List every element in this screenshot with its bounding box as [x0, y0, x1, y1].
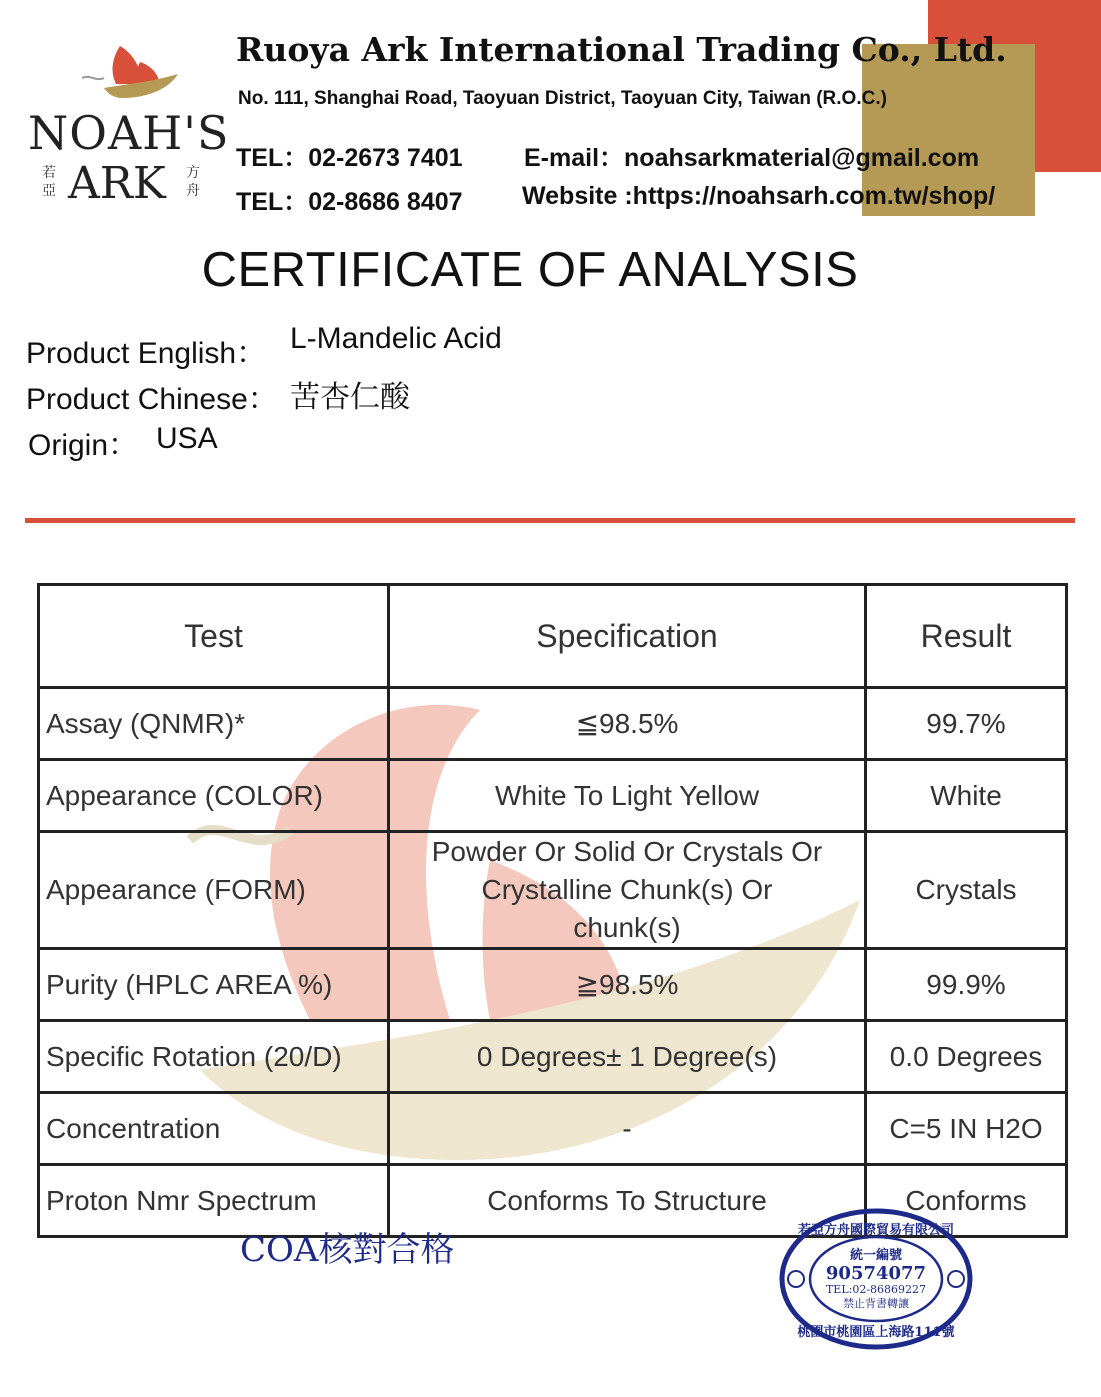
ship-icon	[82, 38, 192, 108]
stamp-bottom-text: 桃園市桃園區上海路111號	[797, 1325, 955, 1340]
header-specification: Specification	[389, 585, 866, 688]
spec-cell: Conforms To Structure	[389, 1165, 866, 1237]
table-row	[39, 1021, 1067, 1093]
result-cell: 99.9%	[866, 949, 1067, 1021]
test-cell: Appearance (COLOR)	[39, 760, 389, 832]
test-cell: Concentration	[39, 1093, 389, 1165]
result-cell: C=5 IN H2O	[866, 1093, 1067, 1165]
stamp-top-text: 若亞方舟國際貿易有限公司	[797, 1223, 955, 1238]
result-cell: 0.0 Degrees	[866, 1021, 1067, 1093]
email: E-mail：noahsarkmaterial@gmail.com	[524, 144, 980, 172]
result-cell: Conforms	[866, 1165, 1067, 1237]
company-name: Ruoya Ark International Trading Co., Ltd.	[236, 30, 1007, 69]
test-cell: Appearance (FORM)	[39, 832, 389, 949]
product-chinese-value: 苦杏仁酸	[290, 381, 410, 414]
header-test: Test	[39, 585, 389, 688]
table-row	[39, 949, 1067, 1021]
stamp-number: 90574077	[825, 1263, 927, 1284]
result-cell: 99.7%	[866, 688, 1067, 760]
product-chinese-label: Product Chinese：	[26, 383, 278, 416]
document-title: CERTIFICATE OF ANALYSIS	[201, 243, 859, 297]
result-cell: White	[866, 760, 1067, 832]
logo-chinese-left: 若亞	[42, 165, 56, 199]
analysis-table	[37, 583, 1068, 1238]
logo-ark-text: ARK	[68, 158, 166, 209]
website: Website :https://noahsarh.com.tw/shop/	[522, 182, 996, 210]
table-header-row	[39, 585, 1067, 688]
spec-cell: -	[389, 1093, 866, 1165]
stamp-tel: TEL:02-86869227	[825, 1283, 927, 1296]
result-cell: Crystals	[866, 832, 1067, 949]
spec-cell: White To Light Yellow	[389, 760, 866, 832]
company-logo	[22, 38, 230, 213]
test-cell: Proton Nmr Spectrum	[39, 1165, 389, 1237]
test-cell: Purity (HPLC AREA %)	[39, 949, 389, 1021]
approval-signature: COA核對合格	[240, 1230, 455, 1270]
company-address: No. 111, Shanghai Road, Taoyuan District, Taoyuan City, Taiwan (R.O.C.)	[238, 88, 887, 109]
phone-2: TEL：02-8686 8407	[236, 188, 463, 216]
table-row	[39, 1093, 1067, 1165]
table-row	[39, 688, 1067, 760]
product-english-label: Product English：	[26, 337, 267, 370]
stamp-label: 統一編號	[849, 1248, 903, 1263]
spec-cell: 0 Degrees± 1 Degree(s)	[389, 1021, 866, 1093]
phone-1: TEL：02-2673 7401	[236, 144, 463, 172]
spec-cell: Powder Or Solid Or Crystals Or Crystalline Chunk(s) Or chunk(s)	[389, 832, 866, 949]
test-cell: Specific Rotation (20/D)	[39, 1021, 389, 1093]
table-row	[39, 832, 1067, 949]
spec-cell: ≧98.5%	[389, 949, 866, 1021]
product-english-value: L-Mandelic Acid	[290, 322, 502, 355]
test-cell: Assay (QNMR)*	[39, 688, 389, 760]
section-divider	[25, 518, 1075, 523]
origin-value: USA	[156, 422, 218, 455]
logo-wordmark: NOAH'S	[28, 106, 230, 160]
origin-label: Origin：	[28, 429, 139, 462]
logo-chinese-right: 方舟	[186, 165, 200, 199]
stamp-note: 禁止背書轉讓	[843, 1297, 909, 1310]
spec-cell: ≦98.5%	[389, 688, 866, 760]
table-row	[39, 760, 1067, 832]
header-result: Result	[866, 585, 1067, 688]
company-seal-stamp	[776, 1204, 976, 1354]
